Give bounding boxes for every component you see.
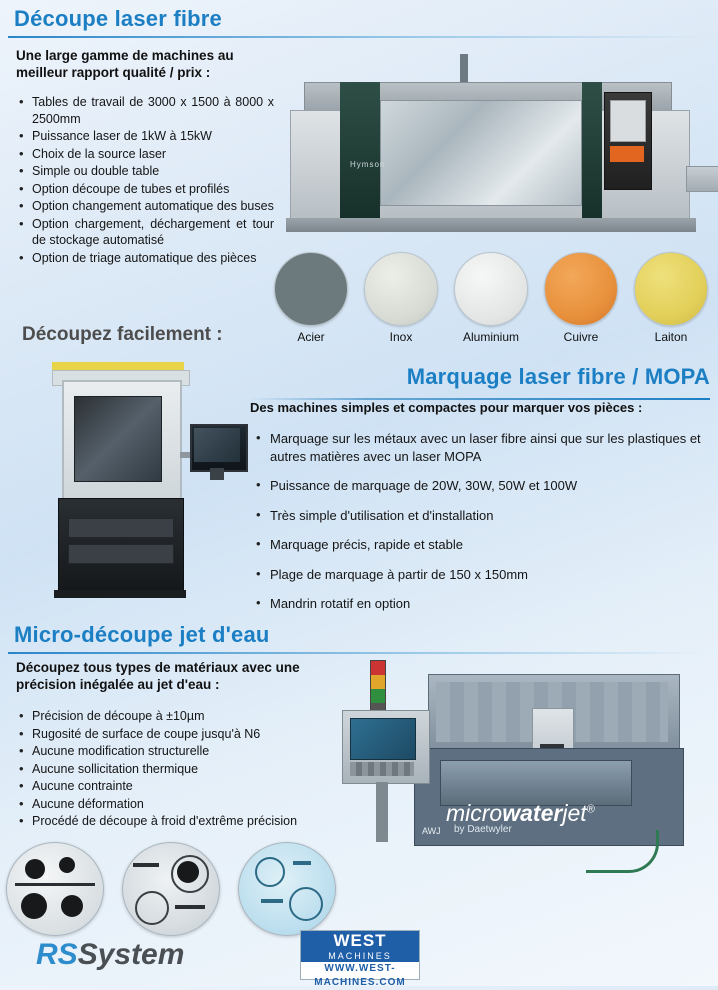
- footer-brand-suffix: System: [77, 938, 185, 971]
- material-label: Inox: [389, 330, 413, 344]
- monitor-screen: [194, 428, 240, 462]
- list-item: • Aucune contrainte: [16, 778, 356, 795]
- sample-detail: [59, 857, 75, 873]
- material-swatch: [362, 252, 440, 352]
- list-item: • Mandrin rotatif en option: [250, 595, 706, 613]
- machine-exit-rail: [686, 166, 718, 192]
- material-label: Laiton: [654, 330, 688, 344]
- footer-brand-prefix: RS: [36, 938, 78, 971]
- registered-mark-icon: ®: [586, 803, 595, 816]
- machine-green-column-right: [582, 82, 602, 220]
- west-logo-line1: WEST: [301, 931, 419, 951]
- waterjet-machine-image: [336, 652, 708, 872]
- section-title-marquage: Marquage laser fibre / MOPA: [406, 364, 710, 389]
- sample-part-image: [238, 842, 336, 936]
- hose: [586, 830, 659, 873]
- monitor-stand: [210, 468, 224, 480]
- sample-detail: [61, 895, 83, 917]
- list-item: • Aucune modification structurelle: [16, 743, 356, 760]
- waterjet-lead-text: Découpez tous types de matériaux avec une précision inégalée au jet d'eau :: [16, 660, 300, 692]
- machine-door-window: [74, 396, 162, 482]
- material-disc: [544, 252, 618, 326]
- list-item: • Plage de marquage à partir de 150 x 150mm: [250, 566, 706, 584]
- list-item: • Marquage sur les métaux avec un laser fibre ainsi que sur les plastiques et autres matières avec un laser MOPA: [250, 430, 706, 465]
- cnc-post: [376, 782, 388, 842]
- material-label: Cuivre: [563, 330, 599, 344]
- sample-detail: [135, 891, 169, 925]
- machine-foot: [54, 590, 186, 598]
- footer-brand: [36, 938, 184, 972]
- section-title-laser: Découpe laser fibre: [14, 6, 222, 31]
- signal-tower-icon: [370, 660, 386, 712]
- marking-laser-machine-image: [44, 368, 244, 608]
- waterjet-logo: [446, 800, 595, 827]
- section-title-waterjet: Micro-découpe jet d'eau: [14, 622, 270, 647]
- list-item: • Option changement automatique des buses: [16, 198, 274, 215]
- list-item: • Marquage précis, rapide et stable: [250, 536, 706, 554]
- waterjet-logo-subtitle: by Daetwyler: [454, 824, 512, 835]
- machine-drawer: [68, 544, 174, 564]
- material-disc: [634, 252, 708, 326]
- waterjet-logo-part1: micro: [446, 800, 503, 826]
- marquage-feature-list: [250, 430, 706, 625]
- machine-side-label: AWJ: [422, 826, 441, 836]
- sample-detail: [261, 899, 283, 903]
- machine-indicator: [610, 146, 644, 162]
- material-swatch: [272, 252, 350, 352]
- divider-laser: [8, 36, 708, 38]
- list-item: • Option chargement, déchargement et tour de stockage automatisé: [16, 216, 274, 249]
- list-item: • Puissance laser de 1kW à 15kW: [16, 128, 274, 145]
- material-swatch: [542, 252, 620, 352]
- easy-cut-heading: Découpez facilement :: [22, 324, 223, 345]
- fiber-laser-machine-image: [282, 48, 706, 248]
- sample-detail: [289, 887, 323, 921]
- list-item: • Aucune déformation: [16, 796, 356, 813]
- machine-screen: [610, 100, 646, 142]
- material-swatch-row: [272, 252, 710, 352]
- west-logo-line2: MACHINES: [301, 951, 419, 962]
- material-label: Acier: [297, 330, 325, 344]
- sample-part-image: [122, 842, 220, 936]
- sample-detail: [133, 863, 159, 867]
- list-item: • Tables de travail de 3000 x 1500 à 8000 x 2500mm: [16, 94, 274, 127]
- list-item: • Choix de la source laser: [16, 146, 274, 163]
- list-item: • Très simple d'utilisation et d'installation: [250, 507, 706, 525]
- sample-detail: [177, 861, 199, 883]
- list-item: • Rugosité de surface de coupe jusqu'à N6: [16, 726, 356, 743]
- material-disc: [364, 252, 438, 326]
- cnc-keypad: [350, 762, 414, 776]
- list-item: • Procédé de découpe à froid d'extrême précision: [16, 813, 356, 830]
- sample-detail: [15, 883, 95, 886]
- list-item: • Option découpe de tubes et profilés: [16, 181, 274, 198]
- sample-detail: [21, 893, 47, 919]
- sample-detail: [255, 857, 285, 887]
- sample-detail: [25, 859, 45, 879]
- list-item: • Précision de découpe à ±10µm: [16, 708, 356, 725]
- list-item: • Puissance de marquage de 20W, 30W, 50W et 100W: [250, 477, 706, 495]
- machine-base: [286, 218, 696, 232]
- cnc-screen: [350, 718, 416, 760]
- waterjet-logo-part2: water: [502, 800, 563, 826]
- signal-tower-icon: [460, 54, 468, 84]
- machine-viewing-window: [380, 100, 582, 206]
- machine-brand-label: Hymson: [350, 160, 386, 169]
- west-machines-logo: [300, 930, 420, 988]
- material-label: Aluminium: [462, 330, 519, 344]
- list-item: • Simple ou double table: [16, 163, 274, 180]
- material-disc: [274, 252, 348, 326]
- machine-green-column-left: [340, 82, 380, 220]
- marquage-lead-text: Des machines simples et compactes pour marquer vos pièces :: [250, 400, 643, 415]
- sample-parts-row: [6, 842, 366, 938]
- laser-feature-list: [16, 94, 274, 267]
- waterjet-feature-list: [16, 708, 356, 831]
- material-swatch: [452, 252, 530, 352]
- material-swatch: [632, 252, 710, 352]
- list-item: • Option de triage automatique des pièces: [16, 250, 274, 267]
- waterjet-logo-part3: jet: [562, 800, 587, 826]
- machine-drawer: [68, 518, 174, 538]
- list-item: • Aucune sollicitation thermique: [16, 761, 356, 778]
- sample-detail: [175, 905, 205, 909]
- material-disc: [454, 252, 528, 326]
- sample-detail: [293, 861, 311, 865]
- west-logo-line3: WWW.WEST-MACHINES.COM: [314, 963, 406, 988]
- laser-lead-text: Une large gamme de machines au meilleur rapport qualité / prix :: [16, 48, 234, 80]
- sample-part-image: [6, 842, 104, 936]
